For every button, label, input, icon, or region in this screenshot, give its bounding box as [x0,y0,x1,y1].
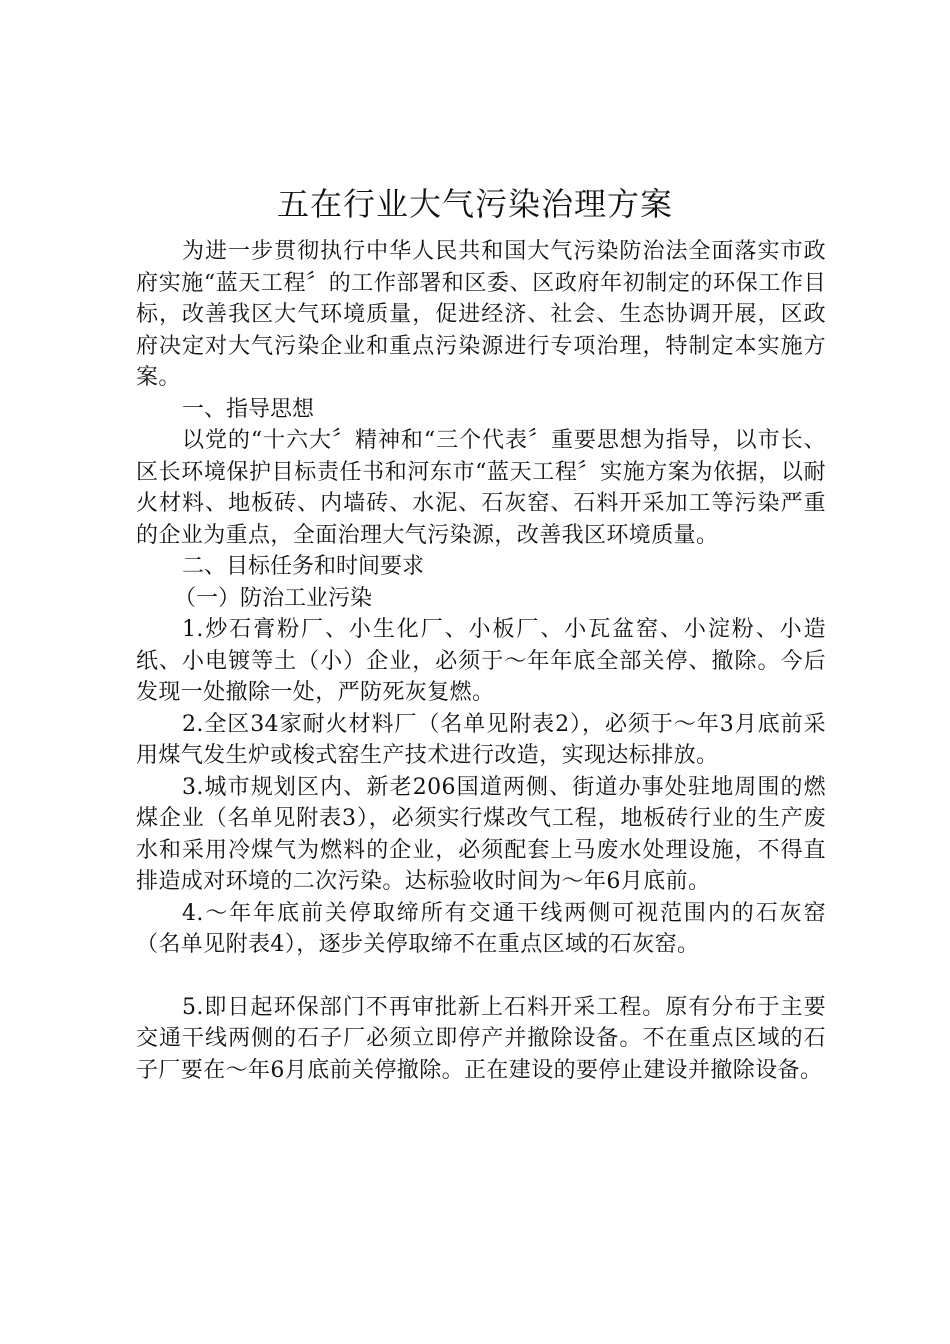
section-heading-targets: 二、目标任务和时间要求 [182,554,425,579]
document-body [136,236,826,1086]
paragraph-gap [136,961,826,992]
intro-paragraph: 为进一步贯彻执行中华人民共和国大气污染防治法全面落实市政府实施“蓝天工程〞的工作部署和区委、区政府年初制定的环保工作目标，改善我区大气环境质量，促进经济、社会、生态协调开展，区政府决定对大气污染企业和重点污染源进行专项治理，特制定本实施方案。 [136,239,826,390]
list-item: 5.即日起环保部门不再审批新上石料开采工程。原有分布于主要交通干线两侧的石子厂必须立即停产并撤除设备。不在重点区域的石子厂要在～年6月底前关停撤除。正在建设的要停止建设并撤除设备。 [136,994,826,1083]
list-item: 1.炒石膏粉厂、小生化厂、小板厂、小瓦盆窑、小淀粉、小造纸、小电镀等土（小）企业，必须于～年年底全部关停、撤除。今后发现一处撤除一处，严防死灰复燃。 [136,617,826,705]
document-title: 五在行业大气污染治理方案 [276,185,673,223]
subsection-heading-industrial-pollution: （一）防治工业污染 [174,585,373,611]
list-item: 2.全区34家耐火材料厂（名单见附表2），必须于～年3月底前采用煤气发生炉或梭式窑生产技术进行改造，实现达标排放。 [136,711,826,768]
list-item: 3.城市规划区内、新老206国道两侧、街道办事处驻地周围的燃煤企业（名单见附表3），必须实行煤改气工程，地板砖行业的生产废水和采用冷煤气为燃料的企业，必须配套上马废水处理设施，不得直排造成对环境的二次污染。达标验收时间为～年6月底前。 [136,774,826,894]
section-paragraph-guiding-ideology: 以党的“十六大〞精神和“三个代表〞重要思想为指导，以市长、区长环境保护目标责任书和河东市“蓝天工程〞实施方案为依据，以耐火材料、地板砖、内墙砖、水泥、石灰窑、石料开采加工等污染严重的企业为重点，全面治理大气污染源，改善我区环境质量。 [136,428,826,548]
list-item: 4.～年年底前关停取缔所有交通干线两侧可视范围内的石灰窑（名单见附表4），逐步关停取缔不在重点区域的石灰窑。 [136,900,826,957]
section-heading-guiding-ideology: 一、指导思想 [182,396,315,422]
